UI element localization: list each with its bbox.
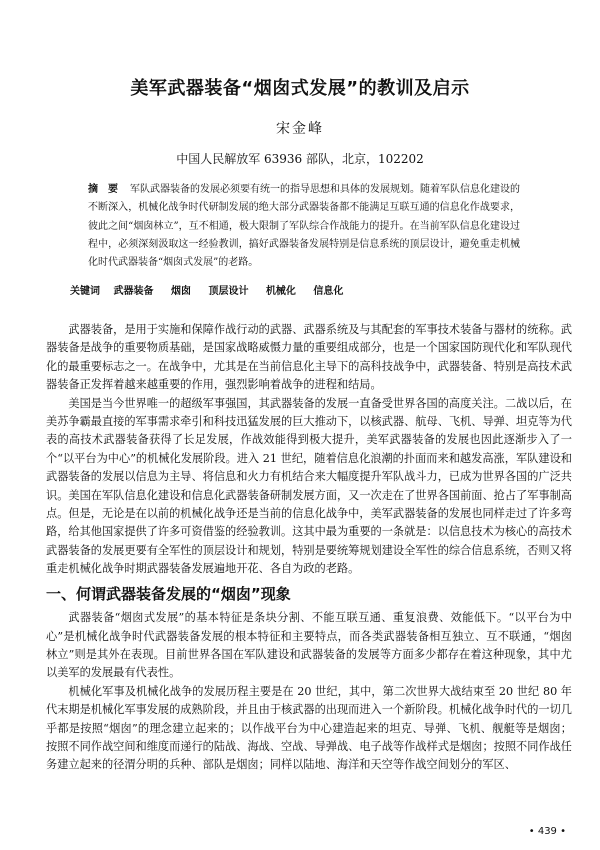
keyword-item: 武器装备 [113,286,154,297]
body-paragraph: 武器装备“烟囱式发展”的基本特征是条块分割、不能互联互通、重复浪费、效能低下。“以平台为中心”是机械化战争时代武器装备发展的根本特征和主要特点，而各类武器装备相互独立、互不联通，“烟囱林立”则是其外在表现。目前世界各国在军队建设和武器装备的发展等方面多少都存在着这种现象，其中尤以美军的发展最有代表性。 [46,611,572,680]
body-paragraph: 武器装备，是用于实施和保障作战行动的武器、武器系统及与其配套的军事技术装备与器材的统称。武器装备是战争的重要物质基础，是国家战略威慑力量的重要组成部分，也是一个国家国防现代化和军队现代化的最重要标志之一。在战争中，尤其是在当前信息化主导下的高科技战争中，武器装备、特别是高技术武器装备正发挥着越来越重要的作用，强烈影响着战争的进程和结局。 [46,323,572,392]
keywords-label: 关键词 [70,286,100,297]
author-affiliation: 中国人民解放军 63936 部队，北京，102202 [176,152,424,166]
article-title: 美军武器装备“烟囱式发展”的教训及启示 [130,78,470,99]
article-body [46,321,572,775]
body-paragraph: 美国是当今世界唯一的超级军事强国，其武器装备的发展一直备受世界各国的高度关注。二战以后，在美苏争霸最直接的军事需求牵引和科技迅猛发展的巨大推动下，以核武器、航母、飞机、导弹、坦克等为代表的高技术武器装备获得了长足发展，作战效能得到极大提升，美军武器装备的发展也因此逐渐步入了一个“以平台为中心”的机械化发展阶段。进入 21 世纪，随着信息化浪潮的扑面而来和越发高涨，军队建设和武器装备的发展以信息为主导、将信息和火力有机结合来大幅度提升军队战斗力，已成为世界各国的广泛共识。美国在军队信息化建设和信息化武器装备研制发展方面，又一次走在了世界各国前面、抢占了军事制高点。但是，无论是在以前的机械化战争还是当前的信息化战争中，美军武器装备的发展也同样走过了许多弯路，给其他国家提供了许多可资借鉴的经验教训。这其中最为重要的一条就是：以信息技术为核心的高技术武器装备的发展更要有全军性的顶层设计和规划，特别是要统筹规划建设全军性的综合信息系统，否则又将重走机械化战争时期武器装备发展遍地开花、各自为政的老路。 [46,396,572,576]
abstract-label: 摘 要 [88,184,118,195]
author-name: 宋金峰 [276,121,324,137]
keyword-item: 顶层设计 [208,286,249,297]
abstract [88,181,520,272]
keyword-item: 机械化 [265,286,296,297]
keyword-item: 信息化 [313,286,344,297]
keywords [70,282,530,297]
body-paragraph: 机械化军事及机械化战争的发展历程主要是在 20 世纪，其中，第二次世界大战结束至 20 世纪 80 年代末期是机械化军事发展的成熟阶段，并且由于核武器的出现而进入一个新阶段。机械化战争时代的一切几乎都是按照“烟囱”的理念建立起来的；以作战平台为中心建造起来的坦克、导弹、飞机、舰艇等是烟囱；按照不同作战空间和维度而递行的陆战、海战、空战、导弹战、电子战等作战样式是烟囱；按照不同作战任务建立起来的径渭分明的兵种、部队是烟囱；同样以陆地、海洋和天空等作战空间划分的军区、 [46,684,572,772]
section-heading: 一、何谓武器装备发展的“烟囱”现象 [46,584,291,603]
abstract-text: 军队武器装备的发展必须要有统一的指导思想和具体的发展规划。随着军队信息化建设的不断深入，机械化战争时代研制发展的绝大部分武器装备都不能满足互联互通的信息化作战要求，彼此之间“烟囱林立”，互不相通，极大限制了军队综合作战能力的提升。在当前军队信息化建设过程中，必须深刻汲取这一经验教训，搞好武器装备发展特别是信息系统的顶层设计，避免重走机械化时代武器装备“烟囱式发展”的老路。 [88,184,520,269]
keyword-item: 烟囱 [170,286,191,297]
page-number: • 439 • [528,826,566,837]
